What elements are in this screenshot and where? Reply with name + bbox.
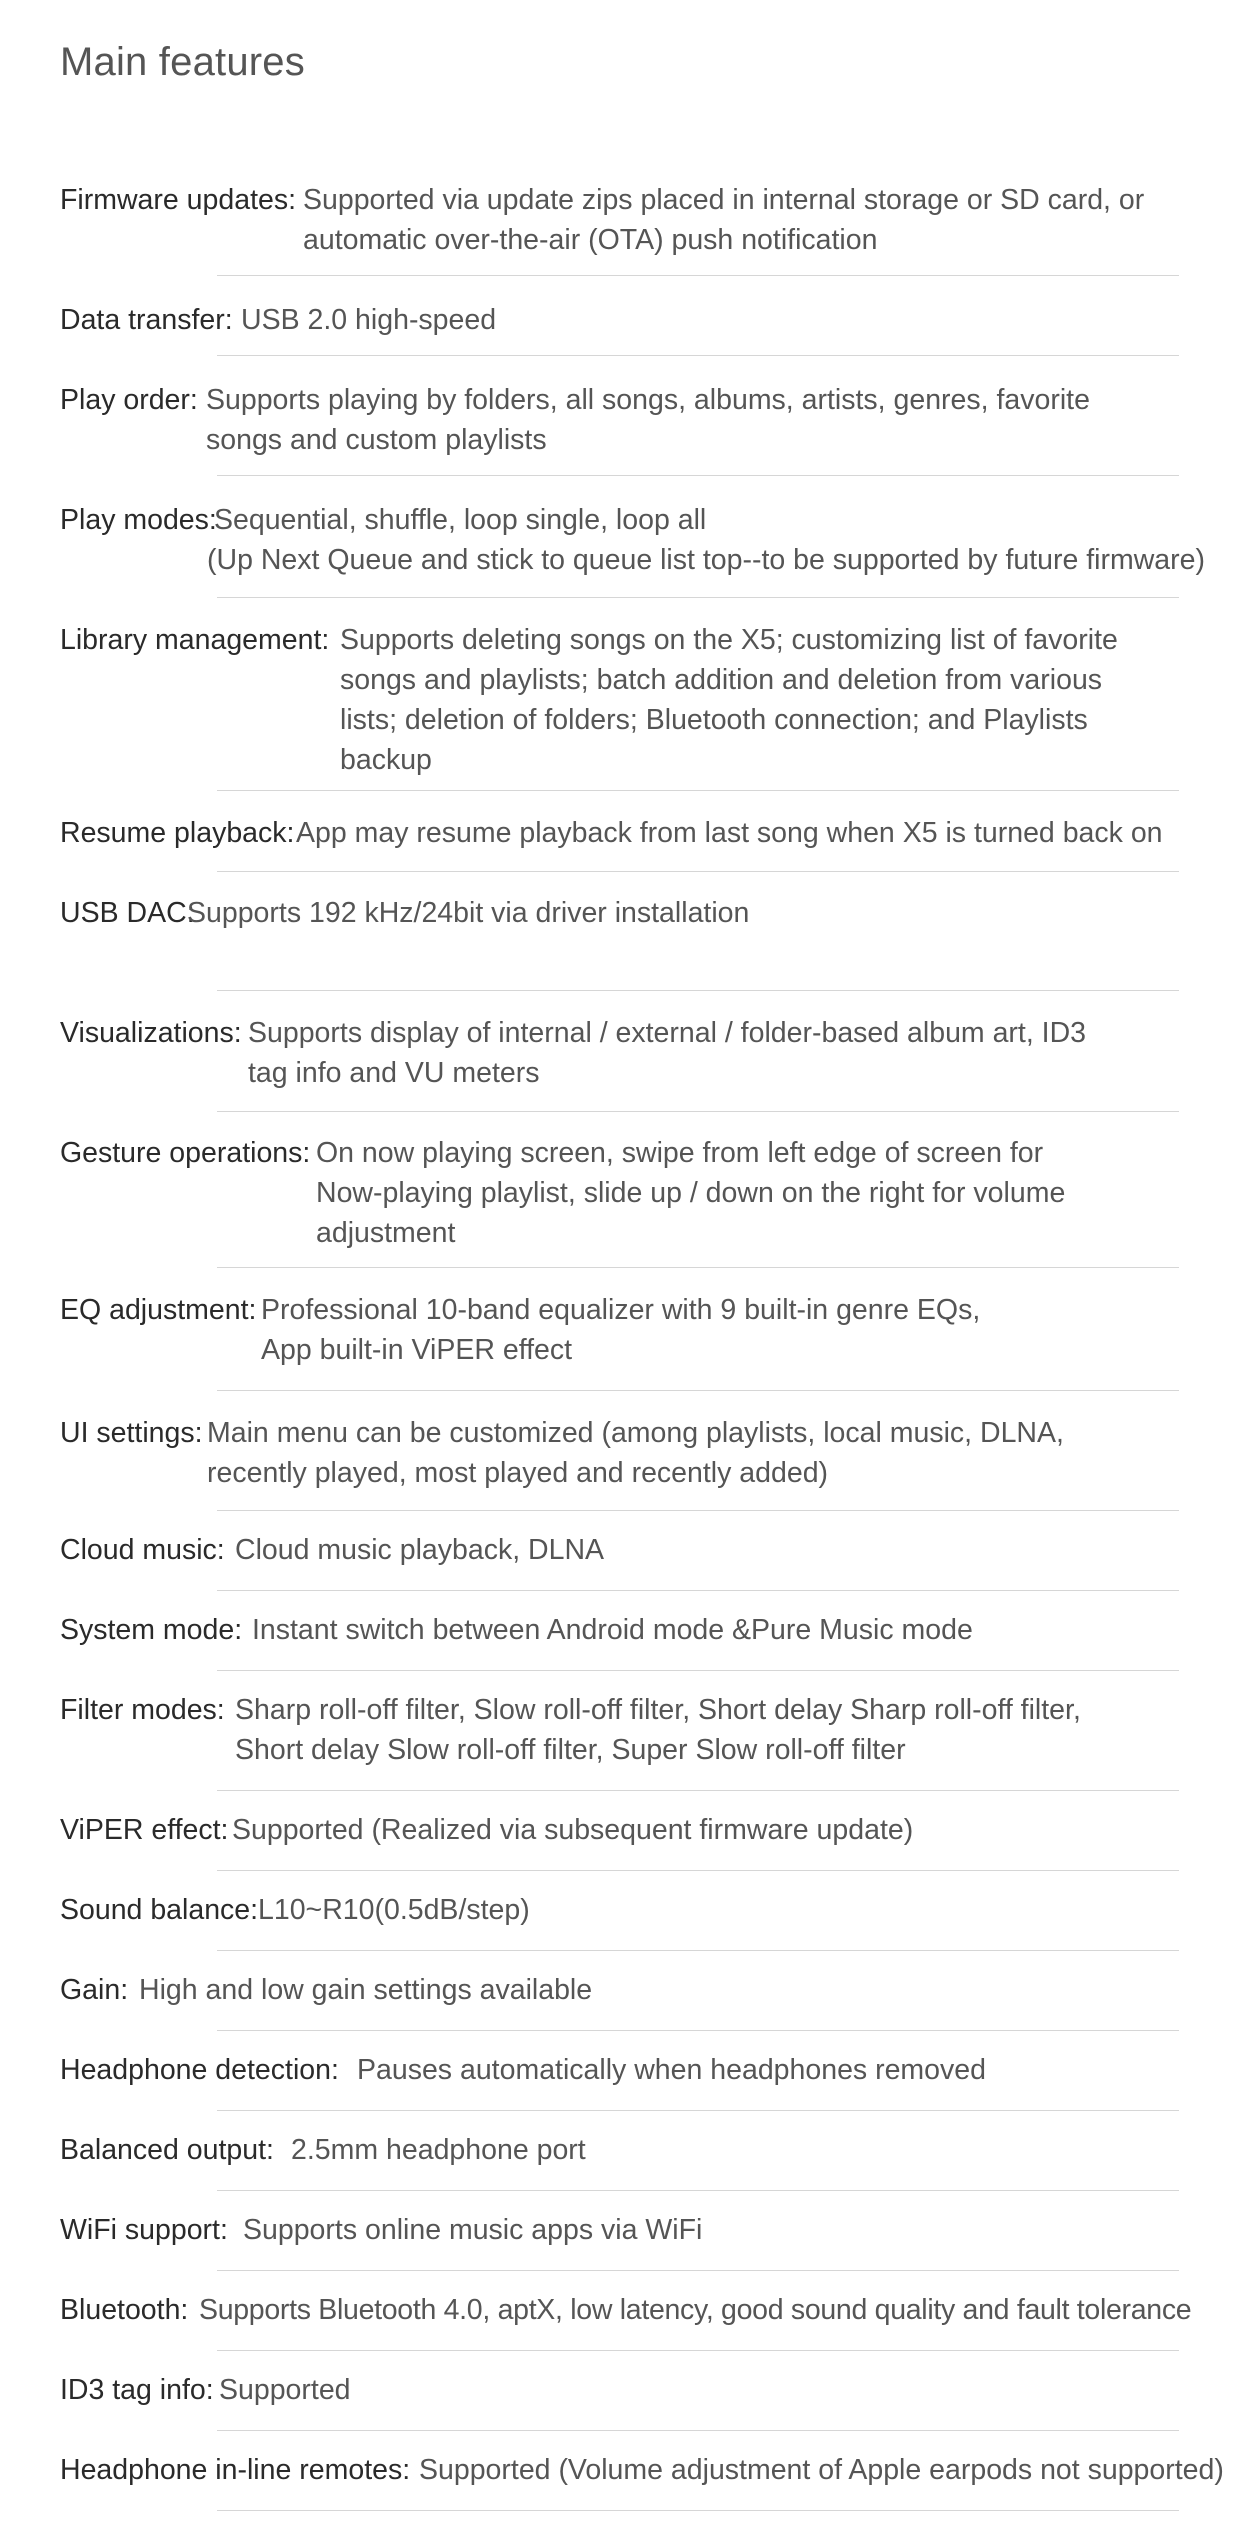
feature-value-line: adjustment bbox=[316, 1217, 456, 1249]
feature-value bbox=[199, 2290, 1191, 2330]
feature-label: ID3 tag info: bbox=[60, 2374, 214, 2406]
row-divider bbox=[217, 1870, 1179, 1871]
row-divider bbox=[217, 2110, 1179, 2111]
feature-value-line: recently played, most played and recently added) bbox=[207, 1457, 829, 1489]
feature-label: Headphone detection: bbox=[60, 2054, 339, 2086]
feature-value bbox=[207, 1413, 1064, 1493]
feature-value bbox=[419, 2450, 1224, 2490]
row-divider bbox=[217, 355, 1179, 356]
feature-value-line: lists; deletion of folders; Bluetooth connection; and Playlists bbox=[340, 704, 1088, 736]
row-divider bbox=[217, 790, 1179, 791]
feature-row bbox=[60, 1970, 1180, 2010]
row-divider bbox=[217, 2510, 1179, 2511]
feature-value-line: Supported via update zips placed in internal storage or SD card, or bbox=[303, 184, 1145, 216]
feature-value-line: Sequential, shuffle, loop single, loop all bbox=[214, 504, 707, 536]
feature-value-line: High and low gain settings available bbox=[139, 1974, 593, 2006]
feature-row bbox=[60, 2450, 1224, 2490]
feature-value bbox=[258, 1890, 530, 1930]
feature-value bbox=[291, 2130, 586, 2170]
feature-row bbox=[60, 893, 1180, 933]
feature-label: EQ adjustment: bbox=[60, 1294, 257, 1326]
feature-value bbox=[139, 1970, 592, 2010]
feature-value-line: automatic over-the-air (OTA) push notification bbox=[303, 224, 878, 256]
feature-value-line: On now playing screen, swipe from left edge of screen for bbox=[316, 1137, 1044, 1169]
row-divider bbox=[217, 2190, 1179, 2191]
feature-row bbox=[60, 1133, 1180, 1253]
feature-label: ViPER effect: bbox=[60, 1814, 229, 1846]
feature-value-line: backup bbox=[340, 744, 432, 776]
feature-value-line: Supports Bluetooth 4.0, aptX, low latency, good sound quality and fault tolerance bbox=[199, 2294, 1192, 2326]
feature-value-line: USB 2.0 high-speed bbox=[241, 304, 497, 336]
feature-row bbox=[60, 2130, 1180, 2170]
feature-value bbox=[235, 1690, 1081, 1770]
feature-value bbox=[296, 813, 1163, 853]
row-divider bbox=[217, 1390, 1179, 1391]
feature-value bbox=[219, 2370, 351, 2410]
feature-value bbox=[207, 500, 1205, 580]
feature-value-line: L10~R10(0.5dB/step) bbox=[258, 1894, 530, 1926]
feature-row bbox=[60, 1013, 1180, 1093]
feature-label: Data transfer: bbox=[60, 304, 233, 336]
row-divider bbox=[217, 990, 1179, 991]
feature-label: Bluetooth: bbox=[60, 2294, 189, 2326]
feature-value-line: songs and custom playlists bbox=[206, 424, 547, 456]
feature-label: Resume playback: bbox=[60, 817, 295, 849]
feature-label: Headphone in-line remotes: bbox=[60, 2454, 411, 2486]
feature-row bbox=[60, 1290, 1180, 1370]
feature-label: Cloud music: bbox=[60, 1534, 225, 1566]
feature-row bbox=[60, 180, 1180, 260]
feature-label: Gesture operations: bbox=[60, 1137, 311, 1169]
feature-value bbox=[303, 180, 1144, 260]
feature-label: Sound balance: bbox=[60, 1894, 259, 1926]
feature-row bbox=[60, 2290, 1192, 2330]
feature-value-line: Supports playing by folders, all songs, albums, artists, genres, favorite bbox=[206, 384, 1090, 416]
feature-value-line: Cloud music playback, DLNA bbox=[235, 1534, 605, 1566]
row-divider bbox=[217, 2270, 1179, 2271]
feature-row bbox=[60, 1890, 1180, 1930]
feature-value bbox=[243, 2210, 702, 2250]
feature-row bbox=[60, 620, 1180, 780]
feature-label: Play order: bbox=[60, 384, 198, 416]
row-divider bbox=[217, 1790, 1179, 1791]
feature-value bbox=[340, 620, 1118, 780]
feature-row bbox=[60, 2370, 1180, 2410]
feature-row bbox=[60, 2050, 1180, 2090]
feature-value-line: Sharp roll-off filter, Slow roll-off filter, Short delay Sharp roll-off filter, bbox=[235, 1694, 1081, 1726]
feature-value-line: Main menu can be customized (among playlists, local music, DLNA, bbox=[207, 1417, 1064, 1449]
feature-row bbox=[60, 1413, 1180, 1493]
row-divider bbox=[217, 1510, 1179, 1511]
row-divider bbox=[217, 597, 1179, 598]
row-divider bbox=[217, 1950, 1179, 1951]
feature-label: System mode: bbox=[60, 1614, 243, 1646]
feature-value bbox=[316, 1133, 1065, 1253]
feature-value bbox=[232, 1810, 913, 1850]
feature-value-line: Now-playing playlist, slide up / down on the right for volume bbox=[316, 1177, 1066, 1209]
feature-label: Play modes: bbox=[60, 504, 217, 536]
feature-value-line: App built-in ViPER effect bbox=[261, 1334, 573, 1366]
feature-value-line: Professional 10-band equalizer with 9 built-in genre EQs, bbox=[261, 1294, 981, 1326]
feature-value-line: tag info and VU meters bbox=[248, 1057, 540, 1089]
feature-row bbox=[60, 1530, 1180, 1570]
feature-value-line: Pauses automatically when headphones removed bbox=[357, 2054, 986, 2086]
feature-row bbox=[60, 1610, 1180, 1650]
feature-value bbox=[241, 300, 496, 340]
row-divider bbox=[217, 1670, 1179, 1671]
feature-value-line: Supported bbox=[219, 2374, 351, 2406]
feature-label: UI settings: bbox=[60, 1417, 203, 1449]
row-divider bbox=[217, 871, 1179, 872]
feature-row bbox=[60, 380, 1180, 460]
feature-value bbox=[261, 1290, 980, 1370]
feature-value-line: 2.5mm headphone port bbox=[291, 2134, 586, 2166]
feature-label: Visualizations: bbox=[60, 1017, 242, 1049]
row-divider bbox=[217, 1111, 1179, 1112]
feature-value-line: Supports online music apps via WiFi bbox=[243, 2214, 703, 2246]
feature-value-line: Supports deleting songs on the X5; customizing list of favorite bbox=[340, 624, 1118, 656]
feature-value bbox=[235, 1530, 604, 1570]
feature-label: WiFi support: bbox=[60, 2214, 228, 2246]
row-divider bbox=[217, 2430, 1179, 2431]
feature-label: Balanced output: bbox=[60, 2134, 274, 2166]
feature-label: Library management: bbox=[60, 624, 330, 656]
feature-row bbox=[60, 500, 1205, 580]
page-title: Main features bbox=[60, 40, 305, 84]
feature-value-line: Supports 192 kHz/24bit via driver installation bbox=[187, 897, 750, 929]
feature-value-line: Supported (Volume adjustment of Apple earpods not supported) bbox=[419, 2454, 1224, 2486]
row-divider bbox=[217, 1267, 1179, 1268]
feature-value-line: Instant switch between Android mode &Pure Music mode bbox=[252, 1614, 973, 1646]
feature-row bbox=[60, 813, 1180, 853]
feature-value bbox=[248, 1013, 1086, 1093]
feature-value bbox=[357, 2050, 986, 2090]
feature-value-line: App may resume playback from last song when X5 is turned back on bbox=[296, 817, 1163, 849]
feature-label: Filter modes: bbox=[60, 1694, 225, 1726]
feature-label: USB DAC: bbox=[60, 897, 195, 929]
feature-value bbox=[252, 1610, 973, 1650]
feature-row bbox=[60, 300, 1180, 340]
feature-value-line: Supports display of internal / external / folder-based album art, ID3 bbox=[248, 1017, 1087, 1049]
feature-row bbox=[60, 1690, 1180, 1770]
feature-value-line: (Up Next Queue and stick to queue list top--to be supported by future firmware) bbox=[207, 544, 1205, 576]
feature-label: Firmware updates: bbox=[60, 184, 297, 216]
feature-value-line: songs and playlists; batch addition and deletion from various bbox=[340, 664, 1103, 696]
feature-value bbox=[187, 893, 749, 933]
row-divider bbox=[217, 475, 1179, 476]
feature-row bbox=[60, 1810, 1180, 1850]
feature-row bbox=[60, 2210, 1180, 2250]
feature-value-line: Supported (Realized via subsequent firmware update) bbox=[232, 1814, 914, 1846]
row-divider bbox=[217, 2350, 1179, 2351]
feature-value-line: Short delay Slow roll-off filter, Super Slow roll-off filter bbox=[235, 1734, 906, 1766]
row-divider bbox=[217, 1590, 1179, 1591]
feature-label: Gain: bbox=[60, 1974, 129, 2006]
feature-value bbox=[206, 380, 1090, 460]
row-divider bbox=[217, 275, 1179, 276]
row-divider bbox=[217, 2030, 1179, 2031]
